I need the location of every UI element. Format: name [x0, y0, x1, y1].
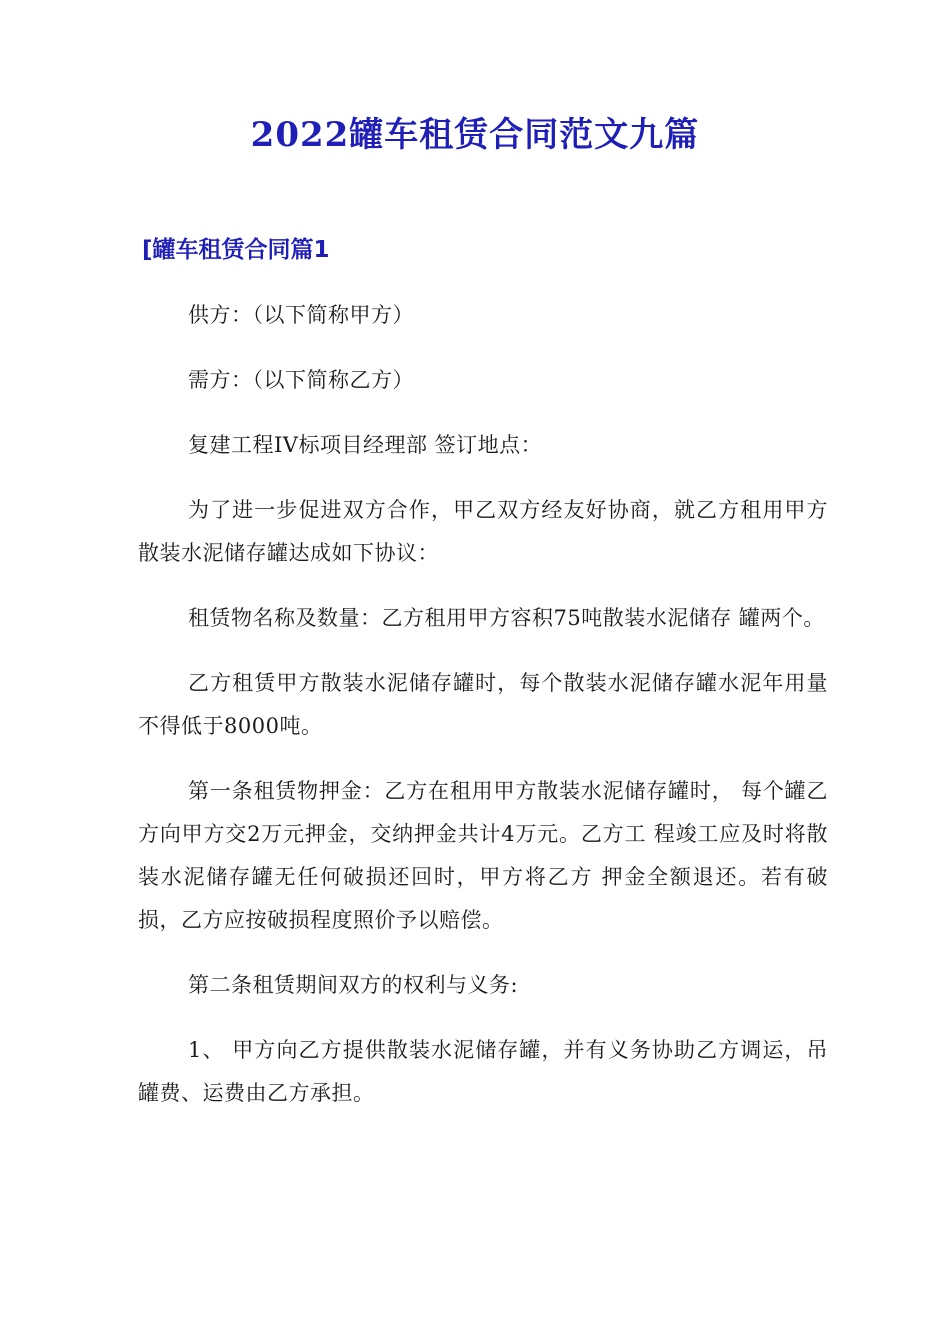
- paragraph-article-2-heading: 第二条租赁期间双方的权利与义务:: [188, 973, 519, 997]
- paragraph-signing-place: 复建工程IV标项目经理部 签订地点：: [188, 433, 543, 457]
- paragraph-article-1-deposit: 第一条租赁物押金：乙方在租用甲方散装水泥储存罐时， 每个罐乙方向甲方交2万元押金，交纳押金共计4万元。乙方工 程竣工应及时将散装水泥储存罐无任何破损还回时，甲方将乙方 押金全额退还。若有破损，乙方应按破损程度照价予以赔偿。: [138, 779, 828, 932]
- paragraph-annual-usage: 乙方租赁甲方散装水泥储存罐时，每个散装水泥储存罐水泥年用量不得低于8000吨。: [138, 671, 828, 738]
- document-title: 2022罐车租赁合同范文九篇: [250, 115, 700, 155]
- section-heading: [罐车租赁合同篇1: [142, 237, 330, 263]
- paragraph-agreement-intro: 为了进一步促进双方合作，甲乙双方经友好协商，就乙方租用甲方散装水泥储存罐达成如下协议：: [138, 498, 828, 565]
- paragraph-buyer: 需方：（以下简称乙方）: [188, 368, 414, 392]
- paragraph-supplier: 供方：（以下简称甲方）: [188, 303, 414, 327]
- paragraph-lease-item: 租赁物名称及数量：乙方租用甲方容积75吨散装水泥储存 罐两个。: [188, 606, 825, 630]
- paragraph-article-2-item-1: 1、 甲方向乙方提供散装水泥储存罐，并有义务协助乙方调运，吊罐费、运费由乙方承担。: [138, 1038, 828, 1105]
- document-body: [138, 294, 828, 1137]
